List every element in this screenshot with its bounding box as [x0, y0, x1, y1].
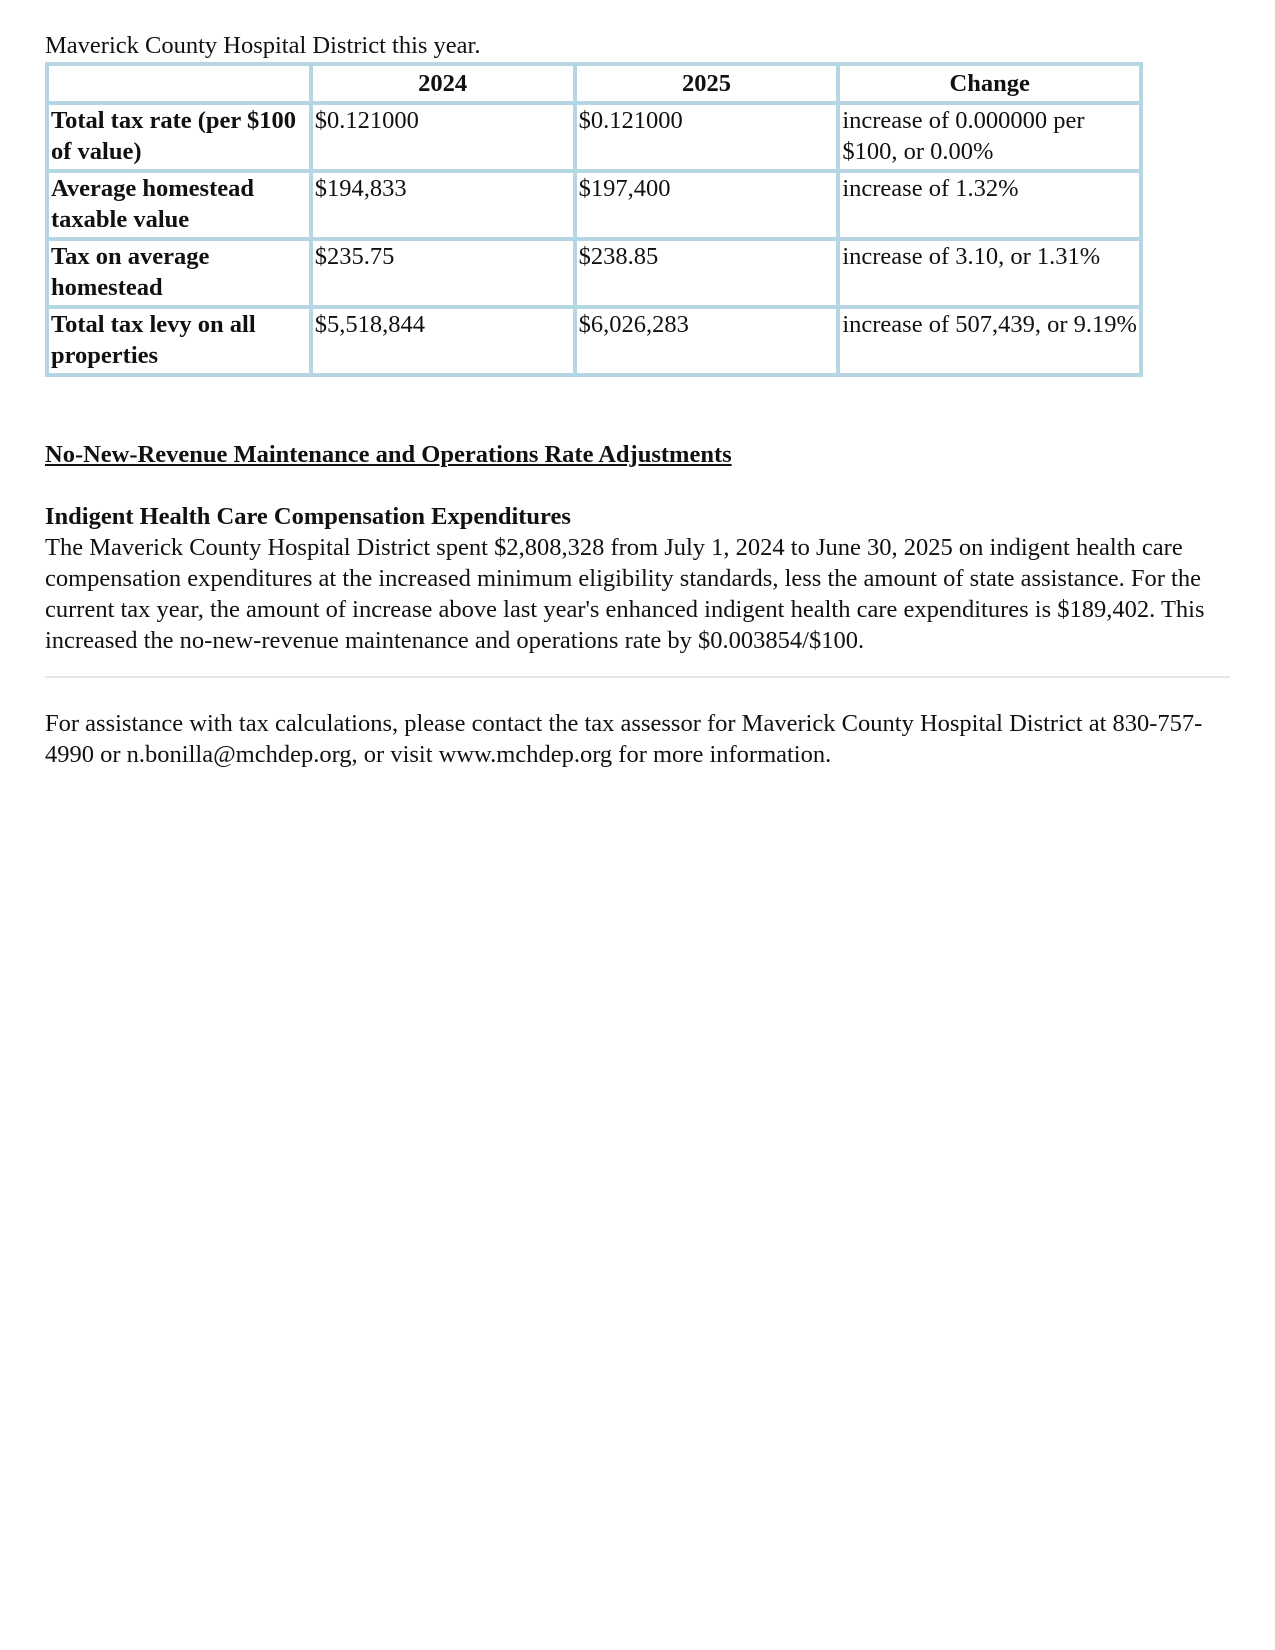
cell-change: increase of 1.32%	[838, 171, 1141, 239]
sub-heading: Indigent Health Care Compensation Expenditures	[45, 503, 571, 530]
cell-2025: $238.85	[575, 239, 839, 307]
cell-2025: $0.121000	[575, 103, 839, 171]
table-row	[47, 103, 1141, 171]
header-change: Change	[838, 64, 1141, 103]
header-2024: 2024	[311, 64, 575, 103]
contact-paragraph: For assistance with tax calculations, please contact the tax assessor for Maverick County Hospital District at 830-757-4990 or n.bonilla@mchdep.org, or visit www.mchdep.org for more information.	[45, 710, 1203, 768]
cell-2024: $5,518,844	[311, 307, 575, 375]
section-heading: No-New-Revenue Maintenance and Operations Rate Adjustments	[45, 441, 732, 468]
document-page	[45, 30, 1230, 770]
cell-change: increase of 507,439, or 9.19%	[838, 307, 1141, 375]
cell-change: increase of 0.000000 per $100, or 0.00%	[838, 103, 1141, 171]
row-label-average-homestead-value: Average homestead taxable value	[47, 171, 311, 239]
cell-2025: $197,400	[575, 171, 839, 239]
header-2025: 2025	[575, 64, 839, 103]
table-row	[47, 239, 1141, 307]
table-row	[47, 307, 1141, 375]
header-empty	[47, 64, 311, 103]
indigent-care-paragraph: The Maverick County Hospital District spent $2,808,328 from July 1, 2024 to June 30, 2025 on indigent health care compensation expenditures at the increased minimum eligibility standards, less the amount of state assistance. For the current tax year, the amount of increase above last year's enhanced indigent health care expenditures is $189,402. This increased the no-new-revenue maintenance and operations rate by $0.003854/$100.	[45, 534, 1205, 654]
cell-2024: $0.121000	[311, 103, 575, 171]
row-label-total-tax-rate: Total tax rate (per $100 of value)	[47, 103, 311, 171]
cell-2024: $194,833	[311, 171, 575, 239]
tax-comparison-table	[45, 62, 1143, 377]
cell-change: increase of 3.10, or 1.31%	[838, 239, 1141, 307]
intro-text: Maverick County Hospital District this year.	[45, 32, 481, 59]
row-label-tax-on-average-homestead: Tax on average homestead	[47, 239, 311, 307]
horizontal-divider	[45, 676, 1230, 678]
row-label-total-tax-levy: Total tax levy on all properties	[47, 307, 311, 375]
cell-2024: $235.75	[311, 239, 575, 307]
table-header-row	[47, 64, 1141, 103]
cell-2025: $6,026,283	[575, 307, 839, 375]
table-row	[47, 171, 1141, 239]
